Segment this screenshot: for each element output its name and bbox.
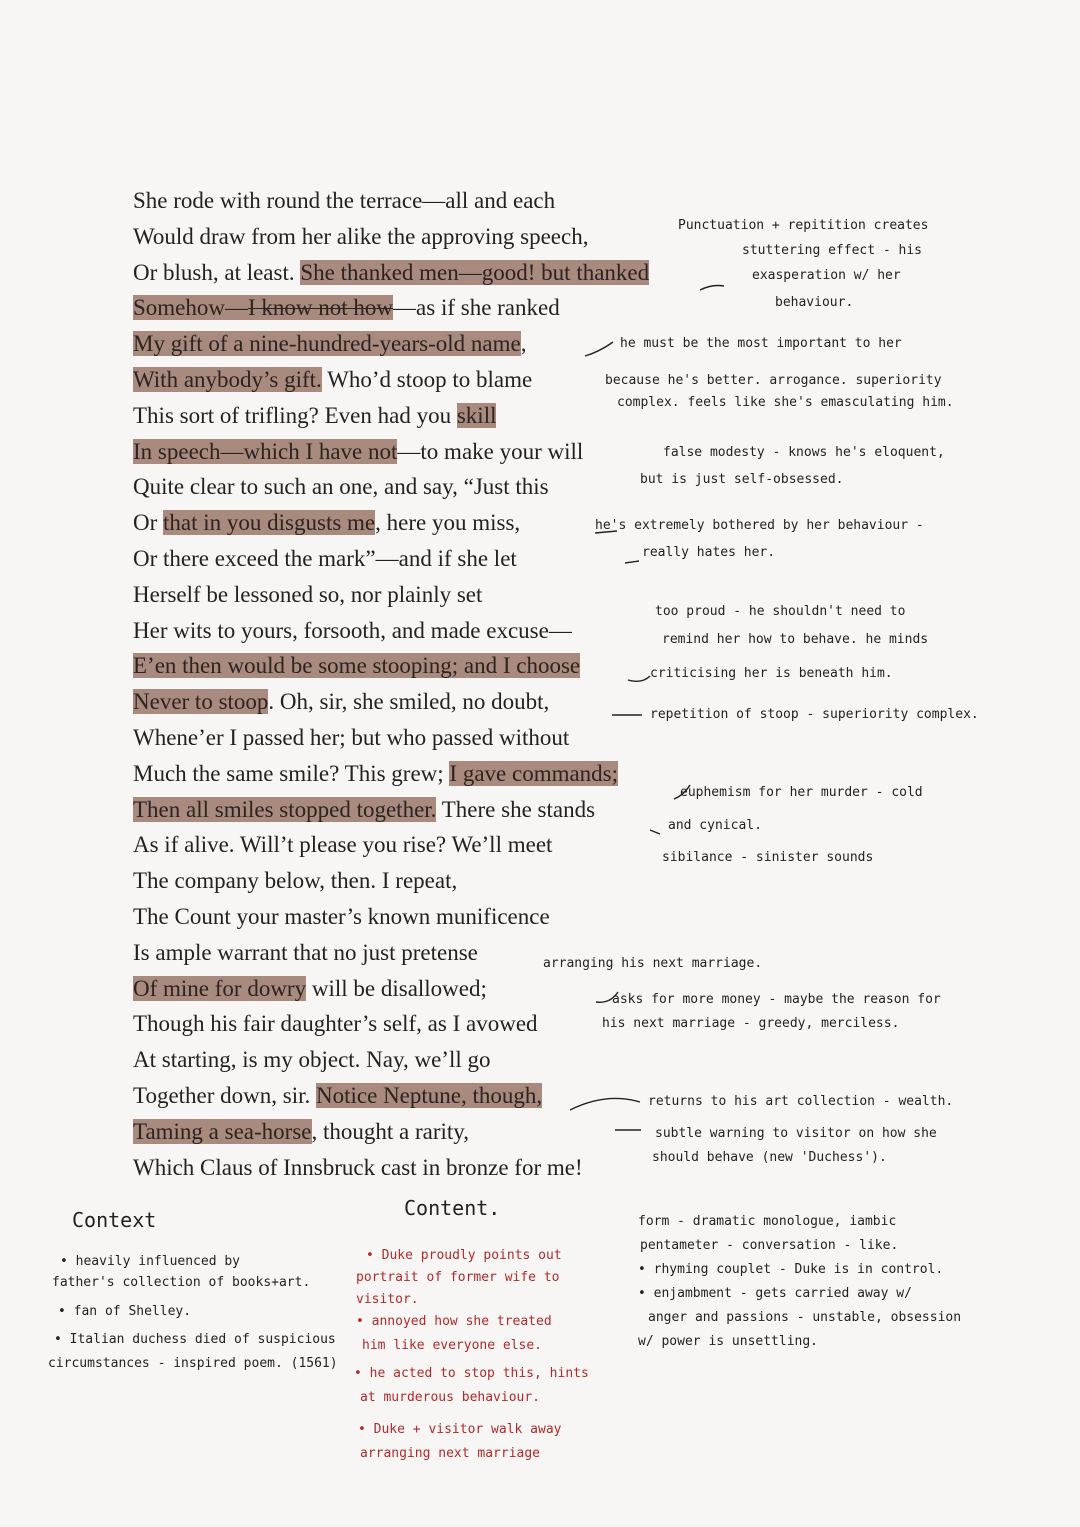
annotation-euphemism: euphemism for her murder - cold xyxy=(680,785,923,800)
annotation-exasperation: exasperation w/ her xyxy=(752,268,901,283)
poem-text: She rode with round the terrace—all and each xyxy=(133,188,556,213)
content-item: • Duke + visitor walk away xyxy=(358,1422,562,1437)
highlighted-text: In speech—which I have not xyxy=(133,438,398,464)
arrow-icon xyxy=(674,785,690,799)
poem-text: , thought a rarity, xyxy=(311,1118,470,1144)
poem-text: This sort of trifling? Even had you xyxy=(133,402,457,428)
arrow-icon xyxy=(650,830,660,834)
content-item: at murderous behaviour. xyxy=(360,1390,541,1405)
annotation-stuttering: stuttering effect - his xyxy=(742,243,923,258)
form-item: w/ power is unsettling. xyxy=(638,1334,819,1349)
content-item: • he acted to stop this, hints xyxy=(354,1366,589,1381)
poem-text: Or there exceed the mark”—and if she let xyxy=(133,546,517,571)
poem-text: Or blush, at least. xyxy=(133,259,301,285)
form-item: • enjambment - gets carried away w/ xyxy=(638,1286,912,1301)
annotation-criticising: criticising her is beneath him. xyxy=(650,666,893,681)
annotation-new-duchess: should behave (new 'Duchess'). xyxy=(652,1150,887,1165)
highlighted-text: With anybody’s gift. xyxy=(133,367,322,392)
poem-text: Which Claus of Innsbruck cast in bronze for me! xyxy=(133,1154,583,1180)
arrow-icon xyxy=(700,286,724,291)
annotation-emasculating: complex. feels like she's emasculating him. xyxy=(617,395,954,410)
annotation-too-proud: too proud - he shouldn't need to xyxy=(655,604,906,619)
content-item: • Duke proudly points out xyxy=(366,1248,562,1263)
annotation-hates: really hates her. xyxy=(642,545,776,560)
arrow-icon xyxy=(595,531,617,533)
annotation-subtle-warning: subtle warning to visitor on how she xyxy=(655,1126,937,1141)
highlighted-text: She thanked men—good! but thanked xyxy=(300,259,650,285)
arrow-icon xyxy=(628,676,650,681)
annotation-bothered: he's extremely bothered by her behaviour - xyxy=(595,518,924,533)
annotation-greedy: his next marriage - greedy, merciless. xyxy=(602,1016,900,1031)
annotation-most-important: he must be the most important to her xyxy=(620,336,902,351)
highlighted-text: My gift of a nine-hundred-years-old name xyxy=(133,331,521,357)
annotation-more-money: asks for more money - maybe the reason for xyxy=(612,992,941,1007)
annotation-sibilance: sibilance - sinister sounds xyxy=(662,850,874,865)
annotation-self-obsessed: but is just self-obsessed. xyxy=(640,472,844,487)
highlighted-text: Then all smiles stopped together. xyxy=(133,796,437,822)
poem-text: Her wits to yours, forsooth, and made excuse— xyxy=(133,617,572,643)
content-item: portrait of former wife to xyxy=(356,1270,560,1285)
context-item: circumstances - inspired poem. (1561) xyxy=(48,1356,338,1371)
poem-text: The company below, then. I repeat, xyxy=(133,868,458,894)
poem-text: At starting, is my object. Nay, we’ll go xyxy=(133,1047,491,1073)
form-item: pentameter - conversation - like. xyxy=(640,1238,899,1253)
highlighted-text: skill xyxy=(456,402,497,428)
form-item: form - dramatic monologue, iambic xyxy=(638,1214,897,1229)
highlighted-text: Somehow— xyxy=(133,295,248,321)
highlighted-text: Notice Neptune, though, xyxy=(316,1083,543,1108)
poem-text: Is ample warrant that no just pretense xyxy=(133,939,478,965)
arrow-icon xyxy=(585,342,613,356)
annotation-punctuation: Punctuation + repitition creates xyxy=(678,218,929,233)
poem-text: Who’d stoop to blame xyxy=(321,367,533,392)
highlighted-text: Of mine for dowry xyxy=(133,975,307,1001)
context-item: • heavily influenced by xyxy=(60,1254,241,1269)
annotation-arrogance: because he's better. arrogance. superiority xyxy=(605,373,942,388)
poem-text: Together down, sir. xyxy=(133,1083,317,1108)
context-item: father's collection of books+art. xyxy=(52,1275,311,1290)
poem-text: , here you miss, xyxy=(375,510,521,536)
annotation-cold-cynical: and cynical. xyxy=(668,818,762,833)
poem-text: Or xyxy=(133,510,164,536)
annotation-remind-her: remind her how to behave. he minds xyxy=(662,632,929,647)
poem-text: —to make your will xyxy=(397,438,584,464)
highlighted-text: E’en then would be some stooping; and I choose xyxy=(133,653,581,679)
form-item: • rhyming couplet - Duke is in control. xyxy=(638,1262,944,1277)
highlighted-text: I gave commands; xyxy=(449,760,619,786)
poem-text: Herself be lessoned so, nor plainly set xyxy=(133,581,483,607)
poem-text: Whene’er I passed her; but who passed without xyxy=(133,725,570,750)
content-heading: Content. xyxy=(404,1196,501,1220)
highlighted-text: I know not how xyxy=(248,295,394,321)
highlighted-text: Taming a sea-horse xyxy=(133,1118,312,1144)
poem-text: There she stands xyxy=(436,796,596,822)
poem-text: . Oh, sir, she smiled, no doubt, xyxy=(268,689,550,715)
poem-text: Quite clear to such an one, and say, “Just this xyxy=(133,474,549,500)
context-item: • fan of Shelley. xyxy=(58,1304,192,1319)
arrow-icon xyxy=(570,1098,640,1110)
form-item: anger and passions - unstable, obsession xyxy=(648,1310,962,1325)
annotation-art-collection: returns to his art collection - wealth. xyxy=(648,1094,954,1109)
annotation-next-marriage: arranging his next marriage. xyxy=(543,956,763,971)
poem-text: will be disallowed; xyxy=(306,975,487,1001)
poem-text: Would draw from her alike the approving speech, xyxy=(133,223,589,249)
poem-text: —as if she ranked xyxy=(393,295,560,321)
content-item: visitor. xyxy=(356,1292,419,1307)
highlighted-text: Never to stoop xyxy=(133,689,269,715)
poem-text: The Count your master’s known munificence xyxy=(133,904,550,929)
content-item: • annoyed how she treated xyxy=(356,1314,552,1329)
annotation-behaviour: behaviour. xyxy=(775,295,854,310)
content-item: arranging next marriage xyxy=(360,1446,541,1461)
annotation-false-modesty: false modesty - knows he's eloquent, xyxy=(663,445,945,460)
context-item: • Italian duchess died of suspicious xyxy=(54,1332,336,1347)
poem-text: Much the same smile? This grew; xyxy=(133,760,450,786)
poem-text: As if alive. Will’t please you rise? We’ll meet xyxy=(133,832,553,858)
poem-text: , xyxy=(520,331,527,357)
poem-text: Though his fair daughter’s self, as I avowed xyxy=(133,1011,538,1037)
arrow-icon xyxy=(625,561,639,563)
annotation-repetition-stoop: repetition of stoop - superiority complex. xyxy=(650,707,979,722)
context-heading: Context xyxy=(72,1208,157,1232)
arrow-icon xyxy=(596,992,618,1002)
highlighted-text: that in you disgusts me xyxy=(163,510,376,536)
content-item: him like everyone else. xyxy=(362,1338,543,1353)
